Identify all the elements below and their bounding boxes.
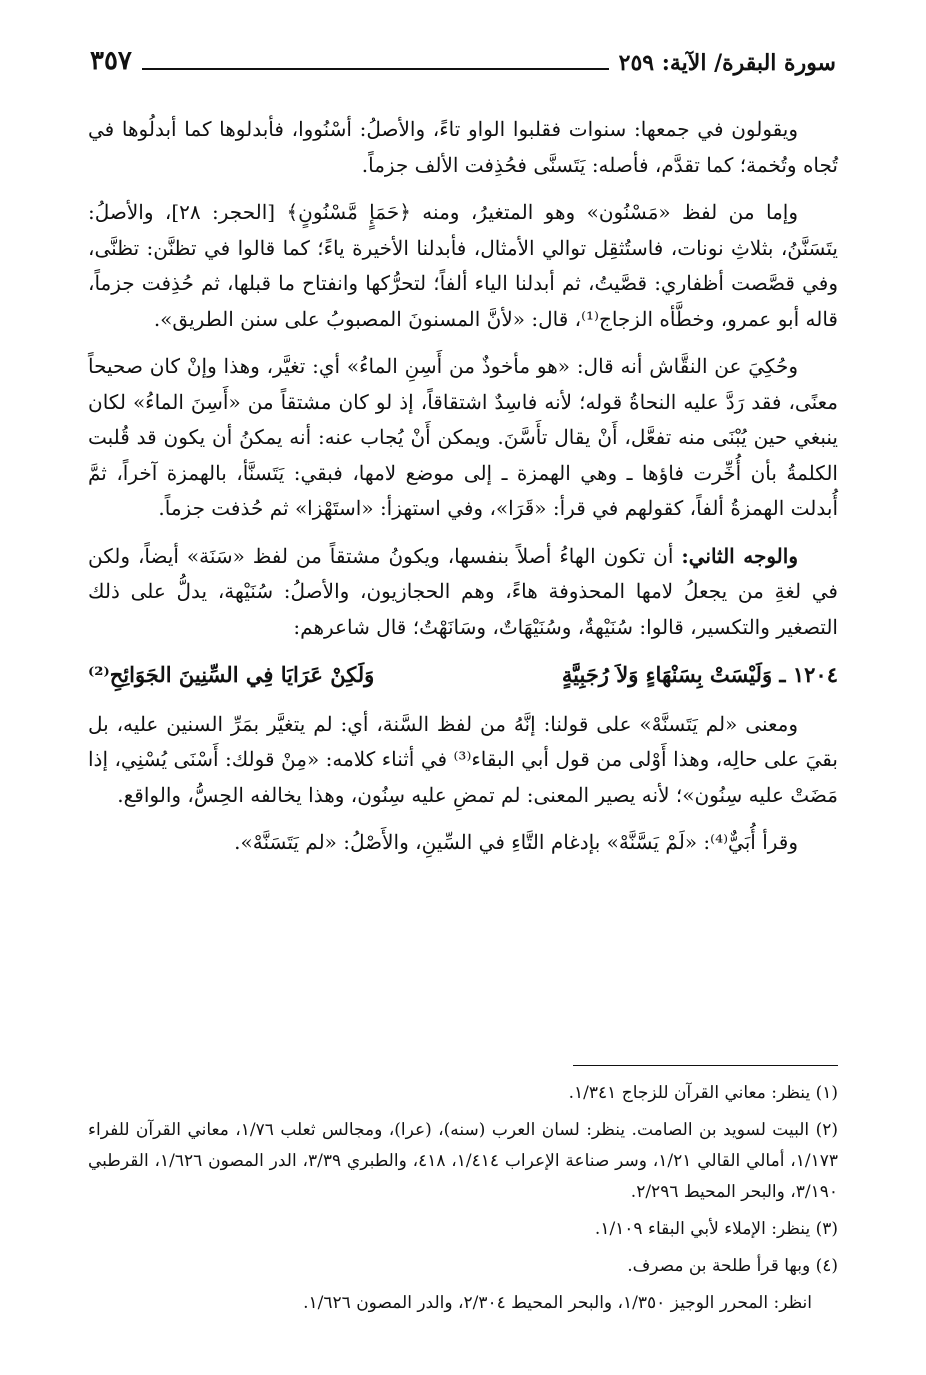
paragraph: ويقولون في جمعها: سنوات فقلبوا الواو تاءً، والأصلُ: أسْنُووا، فأبدلوها كما أبدلُوها في تُجاه وتُخمة؛ كما تقدَّم، فأصله: يَتَسنَّى فحُذِفت الألف جزماً. <box>88 117 838 177</box>
main-text <box>88 112 838 873</box>
paragraph: وإما من لفظ «مَسْنُون» وهو المتغيرُ، ومنه ﴿حَمَإٍ مَّسْنُونٍ﴾ [الحجر: ٢٨]، والأصلُ: يتَسَنَّنُ، بثلاثِ نونات، فاستُثقِل توالي الأمثال، فأبدلنا الأخيرة ياءً؛ كما قالوا في تظنَّن: تظنَّى، وفي قصَّصت أظفاري: قصَّيتُ، ثم أبدلنا الياء ألفاً؛ لتحرُّكها وانفتاح ما قبلها، ثم حُذِفت جزماً، قاله أبو عمرو، وخطَّأه الزجاج⁽¹⁾، قال: «لأنَّ المسنونَ المصبوبُ على سنن الطريق». <box>88 200 839 331</box>
second-aspect-lead: والوجه الثاني: <box>681 543 798 568</box>
paragraph: وقرأ أُبَيٌّ⁽⁴⁾: «لَمْ يَسَّنَّهْ» بإدغام التَّاءِ في السِّينِ، والأَصْلُ: «لم يَتَسَنَّهْ». <box>234 830 798 854</box>
footnotes <box>88 1065 838 1325</box>
paragraph-second-aspect <box>88 539 838 646</box>
footnote: (١) ينظر: معاني القرآن للزجاج ١/٣٤١. <box>568 1083 838 1103</box>
verse-second-hemistich: وَلَكِنْ عَرَايَا فِي السِّنِينَ الجَوَائِحِ⁽²⁾ <box>88 662 375 687</box>
second-aspect-text: أن تكون الهاءُ أصلاً بنفسها، ويكونُ مشتقاً من لفظ «سَنَة» أيضاً، ولكن في لغةِ من يجعلُ لامها المحذوفة هاءً، وهم الحجازيون، والأصلُ: سُنَيْهة، يدلُّ على ذلك التصغير والتكسير، قالوا: سُنَيْهةٌ، وسُنَيْهَاتٌ، وسَانَهْتُ؛ قال شاعرهم: <box>88 543 838 639</box>
footnote: (٣) ينظر: الإملاء لأبي البقاء ١/١٠٩. <box>594 1219 838 1239</box>
page-number: ٣٥٧ <box>90 46 132 76</box>
footnote: (٤) وبها قرأ طلحة بن مصرف. <box>627 1256 838 1276</box>
running-header <box>90 42 836 76</box>
footnote: (٢) البيت لسويد بن الصامت. ينظر: لسان العرب (سنه)، (عرا)، ومجالس ثعلب ١/٧٦، معاني القرآن للفراء ١/١٧٣، أمالي القالي ١/٢١، وسر صناعة الإعراب ١/٤١٤، ٤١٨، والطبري ٣/٣٩، الدر المصون ١/٦٢٦، القرطبي ٣/١٩٠، والبحر المحيط ٢/٢٩٦. <box>88 1120 838 1202</box>
surah-verse-title: سورة البقرة/ الآية: ٢٥٩ <box>618 50 836 76</box>
footnote-rule <box>573 1065 838 1066</box>
header-rule <box>142 68 609 70</box>
poetry-verse <box>88 657 838 693</box>
paragraph: وحُكِيَ عن النقَّاش أنه قال: «هو مأخوذٌ من أَسِنِ الماءُ» أي: تغيَّر، وهذا وإنْ كان صحيحاً معنًى، فقد رَدَّ عليه النحاةُ قوله؛ لأنه فاسِدٌ اشتقاقاً، إذ لو كان مشتقاً من «أَسِنَ الماءُ» لكان ينبغي حين يُبْنَى منه تفعَّل، أَنْ يقال تأَسَّنَ. ويمكن أَنْ يُجاب عنه: أنه يمكنُ أن يكون قد قُلبت الكلمةُ بأن أُخِّرت فاؤها ـ وهي الهمزة ـ إلى موضع لامها، فبقي: يَتَسنَّأ، بالهمزة آخراً، ثمَّ أُبدلت الهمزةُ ألفاً، كقولهم في قرأ: «قَرَا»، وفي استهزأ: «استَهْزا» ثم حُذفت جزماً. <box>88 354 838 520</box>
verse-first-hemistich: ١٢٠٤ ـ وَلَيْسَتْ بِسَنْهَاءٍ وَلاَ رُجَبِيَّةٍ <box>561 662 838 687</box>
paragraph: ومعنى «لم يَتَسنَّهْ» على قولنا: إنَّهُ من لفظ السَّنة، أي: لم يتغيَّر بمَرِّ السنين عليه، بل بقيَ على حالِه، وهذا أَوْلى من قول أبي البقاء⁽³⁾ في أثناء كلامه: «مِنْ قولك: أَسْنَى يُسْنِي، إذا مَضَتْ عليه سِنُون»؛ لأنه يصير المعنى: لم تمضِ عليه سِنُون، وهذا يخالفه الحِسُّ، والواقع. <box>88 711 838 807</box>
footnote-continuation: انظر: المحرر الوجيز ١/٣٥٠، والبحر المحيط ٢/٣٠٤، والدر المصون ١/٦٢٦. <box>303 1293 812 1313</box>
